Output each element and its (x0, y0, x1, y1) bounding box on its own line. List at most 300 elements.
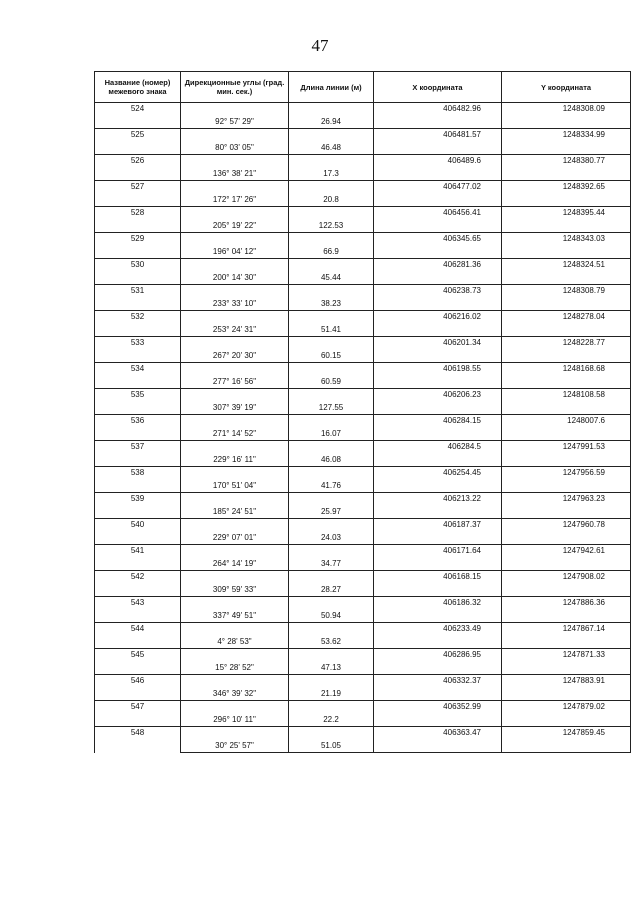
cell-y-coordinate: 1248108.58 (502, 389, 631, 402)
cell-x-coordinate (374, 402, 502, 415)
cell-y-coordinate (502, 402, 631, 415)
cell-direction-angle: 296° 10' 11" (181, 714, 289, 727)
cell-direction-angle: 229° 16' 11" (181, 454, 289, 467)
cell-line-length: 17.3 (289, 168, 374, 181)
cell-x-coordinate: 406456.41 (374, 207, 502, 220)
cell-line-length: 24.03 (289, 532, 374, 545)
cell-x-coordinate: 406284.15 (374, 415, 502, 428)
cell-line-length (289, 233, 374, 246)
cell-y-coordinate (502, 688, 631, 701)
cell-x-coordinate (374, 350, 502, 363)
boundary-point-row (95, 103, 631, 116)
cell-point-name: 535 (95, 389, 181, 402)
cell-direction-angle: 337° 49' 51" (181, 610, 289, 623)
cell-point-name: 540 (95, 519, 181, 532)
cell-line-length: 127.55 (289, 402, 374, 415)
cell-line-length: 28.27 (289, 584, 374, 597)
cell-direction-angle (181, 259, 289, 272)
segment-row (95, 714, 631, 727)
boundary-point-row (95, 727, 631, 740)
cell-y-coordinate (502, 220, 631, 233)
cell-y-coordinate (502, 662, 631, 675)
cell-x-coordinate: 406238.73 (374, 285, 502, 298)
cell-line-length: 51.41 (289, 324, 374, 337)
segment-row (95, 480, 631, 493)
cell-point-name: 539 (95, 493, 181, 506)
boundary-point-row (95, 181, 631, 194)
cell-line-length: 45.44 (289, 272, 374, 285)
cell-direction-angle: 196° 04' 12" (181, 246, 289, 259)
cell-y-coordinate (502, 480, 631, 493)
boundary-point-row (95, 441, 631, 454)
segment-row (95, 532, 631, 545)
segment-row (95, 194, 631, 207)
cell-line-length: 38.23 (289, 298, 374, 311)
cell-line-length (289, 311, 374, 324)
cell-point-name (95, 116, 181, 129)
cell-point-name (95, 272, 181, 285)
cell-line-length (289, 259, 374, 272)
cell-point-name: 531 (95, 285, 181, 298)
segment-row (95, 506, 631, 519)
cell-y-coordinate: 1248343.03 (502, 233, 631, 246)
cell-line-length: 46.08 (289, 454, 374, 467)
table-header-row (95, 72, 631, 103)
cell-point-name: 544 (95, 623, 181, 636)
segment-row (95, 636, 631, 649)
cell-y-coordinate: 1247963.23 (502, 493, 631, 506)
cell-x-coordinate: 406481.57 (374, 129, 502, 142)
segment-row (95, 298, 631, 311)
cell-point-name: 541 (95, 545, 181, 558)
cell-line-length: 50.94 (289, 610, 374, 623)
cell-line-length (289, 129, 374, 142)
cell-y-coordinate (502, 168, 631, 181)
segment-row (95, 350, 631, 363)
cell-line-length (289, 467, 374, 480)
cell-y-coordinate: 1247871.33 (502, 649, 631, 662)
cell-x-coordinate: 406198.55 (374, 363, 502, 376)
cell-y-coordinate: 1247883.91 (502, 675, 631, 688)
cell-y-coordinate (502, 298, 631, 311)
boundary-point-row (95, 259, 631, 272)
boundary-point-row (95, 389, 631, 402)
cell-x-coordinate: 406171.64 (374, 545, 502, 558)
segment-row (95, 610, 631, 623)
cell-x-coordinate (374, 636, 502, 649)
cell-point-name: 537 (95, 441, 181, 454)
cell-direction-angle: 136° 38' 21" (181, 168, 289, 181)
cell-line-length (289, 727, 374, 740)
cell-line-length (289, 363, 374, 376)
cell-x-coordinate (374, 116, 502, 129)
cell-direction-angle (181, 701, 289, 714)
cell-line-length (289, 155, 374, 168)
cell-point-name: 543 (95, 597, 181, 610)
cell-line-length (289, 337, 374, 350)
cell-point-name (95, 558, 181, 571)
cell-y-coordinate (502, 506, 631, 519)
cell-x-coordinate (374, 532, 502, 545)
cell-y-coordinate (502, 142, 631, 155)
cell-y-coordinate: 1247956.59 (502, 467, 631, 480)
cell-point-name: 548 (95, 727, 181, 740)
segment-row (95, 220, 631, 233)
cell-y-coordinate: 1248324.51 (502, 259, 631, 272)
boundary-point-row (95, 571, 631, 584)
boundary-point-row (95, 155, 631, 168)
cell-direction-angle: 277° 16' 56" (181, 376, 289, 389)
segment-row (95, 454, 631, 467)
cell-y-coordinate: 1247991.53 (502, 441, 631, 454)
cell-point-name (95, 298, 181, 311)
cell-y-coordinate (502, 350, 631, 363)
cell-x-coordinate (374, 662, 502, 675)
cell-point-name (95, 194, 181, 207)
cell-y-coordinate: 1248395.44 (502, 207, 631, 220)
cell-point-name: 546 (95, 675, 181, 688)
cell-point-name (95, 168, 181, 181)
cell-direction-angle: 267° 20' 30" (181, 350, 289, 363)
cell-line-length (289, 701, 374, 714)
cell-direction-angle: 253° 24' 31" (181, 324, 289, 337)
cell-x-coordinate: 406482.96 (374, 103, 502, 116)
cell-line-length: 34.77 (289, 558, 374, 571)
cell-line-length: 26.94 (289, 116, 374, 129)
cell-line-length: 60.59 (289, 376, 374, 389)
cell-point-name (95, 376, 181, 389)
cell-direction-angle: 92° 57' 29" (181, 116, 289, 129)
boundary-point-row (95, 545, 631, 558)
cell-line-length: 122.53 (289, 220, 374, 233)
cell-x-coordinate (374, 610, 502, 623)
cell-x-coordinate (374, 298, 502, 311)
cell-x-coordinate (374, 428, 502, 441)
cell-line-length (289, 519, 374, 532)
cell-line-length: 46.48 (289, 142, 374, 155)
cell-direction-angle (181, 545, 289, 558)
boundary-point-row (95, 597, 631, 610)
cell-line-length (289, 207, 374, 220)
header-direction: Дирекционные углы (град. мин. сек.) (181, 72, 289, 103)
cell-direction-angle (181, 649, 289, 662)
cell-y-coordinate (502, 610, 631, 623)
cell-direction-angle (181, 467, 289, 480)
cell-line-length (289, 623, 374, 636)
cell-point-name (95, 584, 181, 597)
cell-point-name: 536 (95, 415, 181, 428)
cell-line-length (289, 571, 374, 584)
cell-line-length (289, 649, 374, 662)
cell-direction-angle (181, 727, 289, 740)
cell-y-coordinate: 1248334.99 (502, 129, 631, 142)
cell-x-coordinate: 406286.95 (374, 649, 502, 662)
cell-line-length: 66.9 (289, 246, 374, 259)
cell-point-name (95, 636, 181, 649)
cell-y-coordinate: 1247886.36 (502, 597, 631, 610)
cell-point-name: 545 (95, 649, 181, 662)
cell-point-name: 530 (95, 259, 181, 272)
cell-x-coordinate: 406477.02 (374, 181, 502, 194)
boundary-point-row (95, 623, 631, 636)
cell-y-coordinate: 1247908.02 (502, 571, 631, 584)
cell-direction-angle: 185° 24' 51" (181, 506, 289, 519)
cell-line-length: 60.15 (289, 350, 374, 363)
cell-y-coordinate (502, 246, 631, 259)
cell-y-coordinate (502, 636, 631, 649)
cell-line-length: 16.07 (289, 428, 374, 441)
cell-x-coordinate (374, 142, 502, 155)
cell-x-coordinate: 406168.15 (374, 571, 502, 584)
cell-direction-angle: 307° 39' 19" (181, 402, 289, 415)
cell-x-coordinate: 406281.36 (374, 259, 502, 272)
cell-x-coordinate: 406332.37 (374, 675, 502, 688)
boundary-point-row (95, 129, 631, 142)
cell-x-coordinate (374, 506, 502, 519)
cell-line-length (289, 103, 374, 116)
cell-direction-angle (181, 181, 289, 194)
cell-direction-angle (181, 675, 289, 688)
cell-x-coordinate: 406201.34 (374, 337, 502, 350)
cell-y-coordinate: 1247867.14 (502, 623, 631, 636)
cell-point-name: 529 (95, 233, 181, 246)
cell-direction-angle (181, 493, 289, 506)
cell-point-name (95, 428, 181, 441)
cell-y-coordinate (502, 454, 631, 467)
cell-x-coordinate: 406489.6 (374, 155, 502, 168)
boundary-point-row (95, 467, 631, 480)
cell-x-coordinate: 406352.99 (374, 701, 502, 714)
cell-y-coordinate (502, 376, 631, 389)
cell-x-coordinate (374, 246, 502, 259)
cell-y-coordinate: 1248308.09 (502, 103, 631, 116)
cell-x-coordinate (374, 558, 502, 571)
segment-row (95, 740, 631, 753)
header-length: Длина линии (м) (289, 72, 374, 103)
cell-direction-angle (181, 623, 289, 636)
boundary-point-row (95, 285, 631, 298)
cell-x-coordinate (374, 376, 502, 389)
cell-point-name (95, 480, 181, 493)
segment-row (95, 142, 631, 155)
cell-direction-angle: 346° 39' 32" (181, 688, 289, 701)
cell-x-coordinate: 406254.45 (374, 467, 502, 480)
cell-point-name (95, 324, 181, 337)
cell-y-coordinate (502, 558, 631, 571)
cell-y-coordinate (502, 116, 631, 129)
cell-x-coordinate (374, 480, 502, 493)
cell-direction-angle (181, 207, 289, 220)
segment-row (95, 168, 631, 181)
cell-y-coordinate (502, 194, 631, 207)
cell-direction-angle: 4° 28' 53" (181, 636, 289, 649)
cell-point-name (95, 532, 181, 545)
cell-point-name: 534 (95, 363, 181, 376)
cell-x-coordinate: 406345.65 (374, 233, 502, 246)
cell-line-length: 53.62 (289, 636, 374, 649)
cell-point-name (95, 740, 181, 753)
segment-row (95, 272, 631, 285)
cell-x-coordinate: 406186.32 (374, 597, 502, 610)
cell-point-name (95, 662, 181, 675)
cell-direction-angle (181, 363, 289, 376)
cell-direction-angle (181, 337, 289, 350)
segment-row (95, 376, 631, 389)
boundary-point-row (95, 207, 631, 220)
header-x: X координата (374, 72, 502, 103)
cell-direction-angle: 264° 14' 19" (181, 558, 289, 571)
cell-x-coordinate (374, 714, 502, 727)
cell-direction-angle: 205° 19' 22" (181, 220, 289, 233)
cell-point-name: 533 (95, 337, 181, 350)
cell-direction-angle: 309° 59' 33" (181, 584, 289, 597)
boundary-point-row (95, 649, 631, 662)
cell-point-name: 547 (95, 701, 181, 714)
cell-direction-angle: 271° 14' 52" (181, 428, 289, 441)
segment-row (95, 584, 631, 597)
cell-direction-angle (181, 389, 289, 402)
cell-point-name (95, 506, 181, 519)
header-name: Название (номер) межевого знака (95, 72, 181, 103)
header-y: Y координата (502, 72, 631, 103)
cell-y-coordinate (502, 532, 631, 545)
cell-direction-angle (181, 155, 289, 168)
boundary-point-row (95, 311, 631, 324)
cell-x-coordinate: 406284.5 (374, 441, 502, 454)
cell-line-length (289, 389, 374, 402)
page-number: 47 (311, 36, 329, 55)
cell-line-length: 22.2 (289, 714, 374, 727)
cell-direction-angle (181, 103, 289, 116)
cell-direction-angle (181, 129, 289, 142)
cell-point-name (95, 350, 181, 363)
cell-direction-angle (181, 519, 289, 532)
boundary-point-row (95, 701, 631, 714)
cell-y-coordinate (502, 272, 631, 285)
cell-point-name (95, 246, 181, 259)
cell-x-coordinate: 406187.37 (374, 519, 502, 532)
cell-line-length: 20.8 (289, 194, 374, 207)
cell-x-coordinate (374, 324, 502, 337)
cell-direction-angle: 233° 33' 10" (181, 298, 289, 311)
cell-y-coordinate: 1247859.45 (502, 727, 631, 740)
cell-point-name (95, 402, 181, 415)
cell-point-name (95, 142, 181, 155)
cell-point-name: 538 (95, 467, 181, 480)
cell-direction-angle (181, 597, 289, 610)
boundary-point-row (95, 363, 631, 376)
cell-point-name: 542 (95, 571, 181, 584)
segment-row (95, 688, 631, 701)
cell-x-coordinate (374, 220, 502, 233)
cell-point-name: 525 (95, 129, 181, 142)
cell-point-name: 526 (95, 155, 181, 168)
boundary-point-row (95, 493, 631, 506)
cell-line-length (289, 441, 374, 454)
cell-line-length (289, 675, 374, 688)
cell-y-coordinate: 1248278.04 (502, 311, 631, 324)
cell-direction-angle (181, 415, 289, 428)
cell-y-coordinate: 1248168.68 (502, 363, 631, 376)
cell-direction-angle (181, 233, 289, 246)
cell-line-length (289, 493, 374, 506)
boundary-point-row (95, 675, 631, 688)
cell-x-coordinate: 406363.47 (374, 727, 502, 740)
cell-direction-angle: 80° 03' 05" (181, 142, 289, 155)
cell-direction-angle (181, 441, 289, 454)
cell-direction-angle: 15° 28' 52" (181, 662, 289, 675)
cell-direction-angle: 229° 07' 01" (181, 532, 289, 545)
cell-point-name: 524 (95, 103, 181, 116)
cell-point-name (95, 688, 181, 701)
segment-row (95, 246, 631, 259)
segment-row (95, 428, 631, 441)
boundary-point-row (95, 233, 631, 246)
cell-point-name (95, 454, 181, 467)
cell-direction-angle: 170° 51' 04" (181, 480, 289, 493)
cell-x-coordinate (374, 454, 502, 467)
boundary-point-row (95, 519, 631, 532)
cell-x-coordinate (374, 688, 502, 701)
boundary-coordinates-table (94, 71, 631, 753)
cell-y-coordinate (502, 714, 631, 727)
cell-x-coordinate: 406216.02 (374, 311, 502, 324)
cell-y-coordinate (502, 428, 631, 441)
cell-line-length: 41.76 (289, 480, 374, 493)
cell-y-coordinate (502, 584, 631, 597)
cell-x-coordinate (374, 584, 502, 597)
cell-y-coordinate (502, 740, 631, 753)
cell-y-coordinate: 1248392.65 (502, 181, 631, 194)
cell-point-name: 528 (95, 207, 181, 220)
cell-line-length: 21.19 (289, 688, 374, 701)
cell-direction-angle (181, 285, 289, 298)
cell-x-coordinate (374, 272, 502, 285)
cell-line-length (289, 597, 374, 610)
cell-point-name (95, 220, 181, 233)
cell-line-length: 25.97 (289, 506, 374, 519)
cell-line-length (289, 545, 374, 558)
cell-line-length: 51.05 (289, 740, 374, 753)
cell-direction-angle: 30° 25' 57" (181, 740, 289, 753)
segment-row (95, 324, 631, 337)
boundary-point-row (95, 415, 631, 428)
cell-direction-angle (181, 311, 289, 324)
cell-x-coordinate (374, 740, 502, 753)
cell-x-coordinate: 406213.22 (374, 493, 502, 506)
cell-y-coordinate: 1247942.61 (502, 545, 631, 558)
cell-point-name: 532 (95, 311, 181, 324)
cell-y-coordinate: 1248228.77 (502, 337, 631, 350)
cell-y-coordinate: 1248308.79 (502, 285, 631, 298)
table-body (95, 103, 631, 753)
cell-direction-angle: 172° 17' 26" (181, 194, 289, 207)
boundary-point-row (95, 337, 631, 350)
cell-line-length (289, 285, 374, 298)
cell-line-length (289, 415, 374, 428)
cell-x-coordinate (374, 194, 502, 207)
segment-row (95, 662, 631, 675)
cell-point-name (95, 610, 181, 623)
segment-row (95, 558, 631, 571)
cell-y-coordinate: 1247960.78 (502, 519, 631, 532)
cell-y-coordinate: 1247879.02 (502, 701, 631, 714)
cell-y-coordinate: 1248007.6 (502, 415, 631, 428)
cell-y-coordinate: 1248380.77 (502, 155, 631, 168)
cell-point-name (95, 714, 181, 727)
segment-row (95, 402, 631, 415)
cell-y-coordinate (502, 324, 631, 337)
